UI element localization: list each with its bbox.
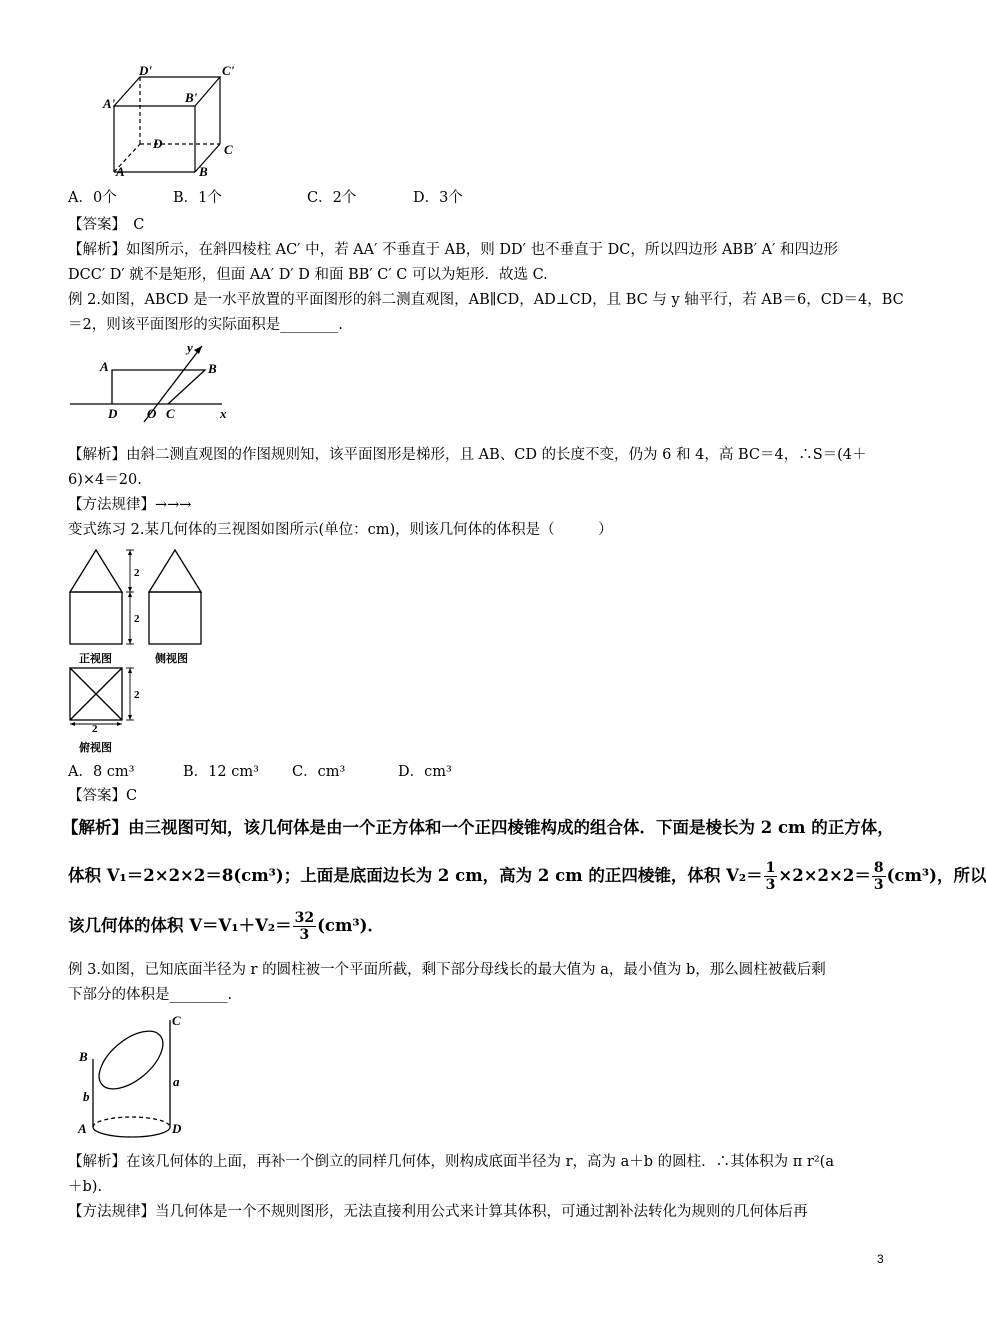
fig1-label-c: C	[224, 142, 233, 157]
variant2-analysis-line1: 【解析】由三视图可知，该几何体是由一个正方体和一个正四棱锥构成的组合体．下面是棱长为 2 cm 的正方体，	[62, 818, 894, 837]
q1-analysis-line2: DCC′ D′ 就不是矩形，但面 AA′ D′ D 和面 BB′ C′ C 可以为矩形．故选 C.	[68, 267, 548, 283]
variant2-answer: 【答案】C	[68, 788, 138, 804]
fig3-dim-pyramid-height: 2	[134, 567, 140, 579]
variant2-option-d: D．cm³	[398, 764, 452, 780]
variant2-analysis-line3	[68, 910, 384, 943]
fig2-label-a: A	[100, 359, 109, 374]
fig1-label-a-prime: A'	[103, 96, 116, 111]
fig2-label-b: B	[208, 361, 217, 376]
variant2-question: 变式练习 2.某几何体的三视图如图所示(单位：cm)，则该几何体的体积是（ ）	[68, 522, 613, 538]
fig4-label-c: C	[172, 1013, 181, 1028]
figure-three-views	[62, 546, 212, 735]
variant2-analysis-line3-b: (cm³)．	[317, 916, 384, 935]
q1-option-b: B．1个	[173, 190, 222, 206]
fig1-label-d: D	[153, 136, 163, 151]
method-rule-2: 【方法规律】当几何体是一个不规则图形，无法直接利用公式来计算其体积，可通过割补法转化为规则的几何体后再	[68, 1204, 808, 1220]
fig3-dim-cube-height: 2	[134, 613, 140, 625]
fraction-32-thirds-den: 3	[299, 927, 310, 943]
fig2-label-x: x	[220, 406, 227, 421]
fraction-32-thirds	[293, 910, 316, 943]
fig2-label-y: y	[187, 340, 193, 355]
q1-analysis-line1: 【解析】如图所示，在斜四棱柱 AC′ 中，若 AA′ 不垂直于 AB，则 DD′ 也不垂直于 DC，所以四边形 ABB′ A′ 和四边形	[68, 242, 839, 258]
fraction-eight-thirds	[872, 860, 886, 893]
fig1-label-d-prime: D'	[139, 63, 152, 78]
example3-analysis-line2: ＋b).	[68, 1179, 103, 1195]
fig1-label-b: B	[199, 164, 208, 179]
fig1-label-a: A	[116, 164, 125, 179]
figure-oblique-prism	[100, 63, 240, 180]
variant2-option-b: B．12 cm³	[183, 764, 259, 780]
example2-analysis-line1: 【解析】由斜二测直观图的作图规则知，该平面图形是梯形，且 AB、CD 的长度不变，仍为 6 和 4，高 BC＝4，∴S＝(4＋	[68, 447, 867, 463]
top-view-caption: 俯视图	[79, 741, 112, 754]
fraction-eight-thirds-den: 3	[873, 877, 884, 893]
example2-line1: 例 2.如图，ABCD 是一水平放置的平面图形的斜二测直观图，AB∥CD，AD⊥CD，且 BC 与 y 轴平行，若 AB＝6，CD＝4，BC	[68, 292, 904, 308]
variant2-option-c: C．cm³	[292, 764, 346, 780]
variant2-analysis-line2-c: (cm³)，所以	[886, 866, 986, 885]
fig2-label-c: C	[166, 406, 175, 421]
fraction-one-third-den: 3	[765, 877, 776, 893]
fraction-one-third-num: 1	[765, 860, 776, 876]
fraction-one-third	[764, 860, 778, 893]
q1-option-c: C．2个	[307, 190, 357, 206]
fig4-label-b-length: b	[83, 1089, 90, 1104]
fig4-label-b: B	[79, 1049, 88, 1064]
example3-line1: 例 3.如图，已知底面半径为 r 的圆柱被一个平面所截，剩下部分母线长的最大值为 a，最小值为 b，那么圆柱被截后剩	[68, 962, 826, 978]
fig4-label-a: A	[78, 1121, 87, 1136]
variant2-analysis-line2-b: ×2×2×2＝	[778, 866, 871, 885]
q1-option-d: D．3个	[413, 190, 463, 206]
fig1-label-b-prime: B'	[185, 90, 198, 105]
figure-truncated-cylinder	[75, 1012, 195, 1144]
example3-analysis-line1: 【解析】在该几何体的上面，再补一个倒立的同样几何体，则构成底面半径为 r，高为 a＋b 的圆柱．∴其体积为 π r²(a	[68, 1154, 834, 1170]
example3-line2: 下部分的体积是________.	[68, 987, 233, 1003]
fig1-label-c-prime: C'	[222, 63, 235, 78]
example2-analysis-line2: 6)×4＝20.	[68, 472, 142, 488]
method-rule-1: 【方法规律】→→→	[68, 497, 192, 513]
page-number: 3	[877, 1252, 884, 1266]
variant2-analysis-line2-a: 体积 V₁＝2×2×2＝8(cm³)；上面是底面边长为 2 cm，高为 2 cm 的正四棱锥，体积 V₂＝	[68, 866, 763, 885]
example2-line2: ＝2，则该平面图形的实际面积是________.	[68, 317, 343, 333]
q1-answer: 【答案】 C	[68, 217, 145, 233]
side-view-caption: 侧视图	[155, 652, 188, 665]
variant2-analysis-line2	[68, 860, 986, 893]
q1-option-a: A．0个	[68, 190, 117, 206]
fraction-eight-thirds-num: 8	[873, 860, 884, 876]
fig4-label-a-length: a	[173, 1074, 180, 1089]
fig3-dim-top-width: 2	[92, 723, 98, 735]
variant2-option-a: A．8 cm³	[68, 764, 135, 780]
figure-oblique-trapezoid	[70, 340, 240, 420]
front-view-caption: 正视图	[79, 652, 112, 665]
fig2-label-d: D	[108, 406, 118, 421]
fig3-dim-top-depth: 2	[134, 689, 140, 701]
fig2-label-o: O	[147, 406, 157, 421]
fig4-label-d: D	[172, 1121, 182, 1136]
fraction-32-thirds-num: 32	[294, 910, 315, 926]
variant2-analysis-line3-a: 该几何体的体积 V＝V₁＋V₂＝	[68, 916, 292, 935]
